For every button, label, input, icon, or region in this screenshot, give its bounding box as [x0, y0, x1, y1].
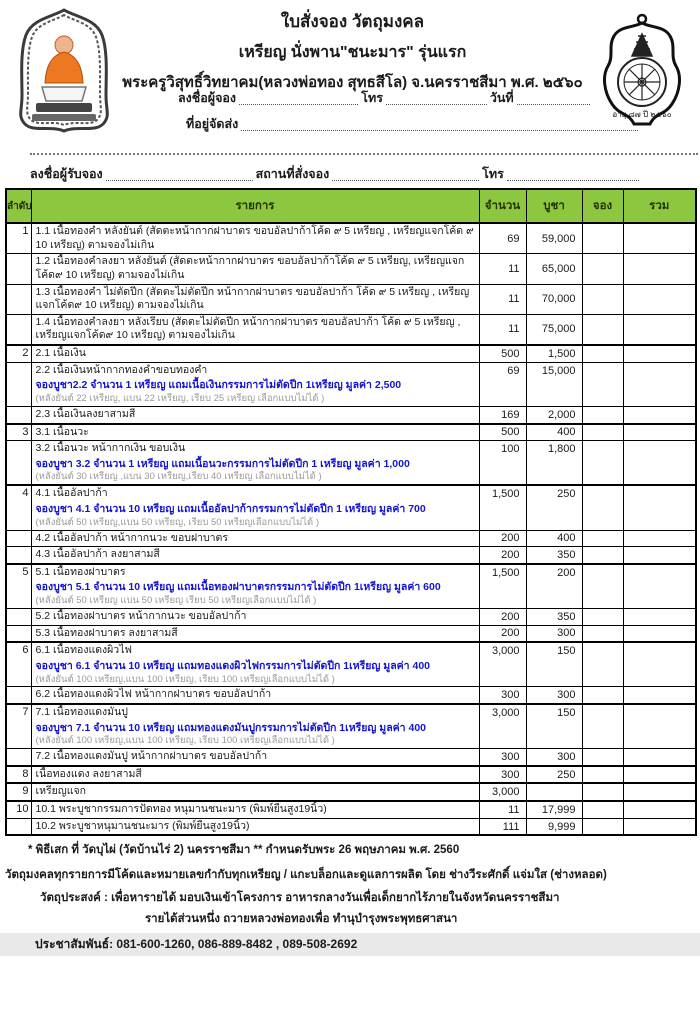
table-row [6, 749, 696, 766]
item-variant-note: (หลังยันต์ 50 เหรียญ,แบน 50 เหรียญ, เรียบ 50 เหรียญเลือกแบบไม่ได้ ) [35, 516, 319, 528]
item-cell [31, 223, 479, 254]
phone2-label: โทร [482, 167, 504, 181]
table-row [6, 254, 696, 284]
item-text: 4.1 เนื้ออัลปาก้า [35, 487, 108, 500]
item-text: 6.1 เนื้อทองแดงผิวไฟ [35, 644, 132, 657]
quantity-cell: 300 [479, 749, 526, 766]
order-table-body [6, 223, 696, 835]
quantity-cell: 500 [479, 345, 526, 362]
item-cell [31, 406, 479, 423]
item-text: 4.2 เนื้ออัลปาก้า หน้ากากนวะ ขอบฝาบาตร [35, 531, 229, 544]
item-cell [31, 485, 479, 530]
booking-cell [582, 704, 623, 749]
table-row [6, 314, 696, 345]
item-cell [31, 345, 479, 362]
footer-purpose-note: วัตถุประสงค์ : เพื่อหารายได้ มอบเงินเข้าโครงการ อาหารกลางวันเพื่อเด็กยากไร้ภายในจังหวัดนครราชสีมา [40, 892, 560, 905]
quantity-cell: 300 [479, 687, 526, 704]
total-cell [623, 766, 696, 784]
item-promo-note: จองบูชา 7.1 จำนวน 10 เหรียญ แถมทองแดงมันปูกรรมการไม่ตัดปีก 1เหรียญ มูลค่า 400 [35, 721, 427, 734]
booking-cell [582, 345, 623, 362]
row-number-cell [6, 818, 31, 835]
item-text: 7.1 เนื้อทองแดงมันปู [35, 706, 128, 719]
table-row [6, 547, 696, 564]
item-cell [31, 687, 479, 704]
item-text: 3.1 เนื้อนวะ [35, 425, 89, 438]
booking-cell [582, 564, 623, 609]
price-cell: 65,000 [526, 254, 582, 284]
table-row [6, 818, 696, 835]
price-cell: 200 [526, 564, 582, 609]
total-cell [623, 485, 696, 530]
total-cell [623, 345, 696, 362]
footer-production-note: วัตถุมงคลทุกรายการมีโค้ดและหมายเลขกำกับทุกเหรียญ / แกะบล็อกและดูแลการผลิต โดย ช่างวีระศักดิ์ แจ่มใส (ช่างหลอด) [5, 869, 607, 882]
col-header-total: รวม [623, 189, 696, 223]
table-row [6, 406, 696, 423]
table-row [6, 485, 696, 530]
total-cell [623, 547, 696, 564]
quantity-cell: 11 [479, 314, 526, 345]
row-number-cell [6, 625, 31, 642]
price-cell: 300 [526, 687, 582, 704]
total-cell [623, 704, 696, 749]
total-cell [623, 749, 696, 766]
booking-cell [582, 783, 623, 801]
quantity-cell: 200 [479, 547, 526, 564]
item-cell [31, 362, 479, 406]
row-number-cell: 8 [6, 766, 31, 784]
row-number-cell [6, 406, 31, 423]
total-cell [623, 530, 696, 547]
orderer-field [239, 93, 358, 105]
quantity-cell: 11 [479, 284, 526, 314]
place-label: สถานที่สั่งจอง [255, 167, 330, 181]
quantity-cell: 3,000 [479, 783, 526, 801]
footer-donation-note: รายได้ส่วนหนึ่ง ถวายหลวงพ่อทองเพื่อ ทำนุบำรุงพระพุทธศาสนา [145, 913, 458, 926]
item-text: 5.2 เนื้อทองฝาบาตร หน้ากากนวะ ขอบอัลปาก้า [35, 609, 247, 622]
receiver-label: ลงชื่อผู้รับจอง [30, 167, 103, 181]
total-cell [623, 564, 696, 609]
quantity-cell: 200 [479, 625, 526, 642]
price-cell [526, 783, 582, 801]
table-row [6, 766, 696, 784]
item-cell [31, 314, 479, 345]
item-cell [31, 818, 479, 835]
item-text: 3.2 เนื้อนวะ หน้ากากเงิน ขอบเงิน [35, 442, 186, 455]
page-title: ใบสั่งจอง วัตถุมงคล [280, 12, 425, 31]
quantity-cell: 1,500 [479, 564, 526, 609]
item-cell [31, 547, 479, 564]
total-cell [623, 223, 696, 254]
table-row [6, 284, 696, 314]
item-text: เหรียญแจก [35, 785, 87, 798]
total-cell [623, 687, 696, 704]
phone-label: โทร [361, 91, 383, 105]
item-cell [31, 441, 479, 486]
booking-cell [582, 547, 623, 564]
order-table [5, 188, 697, 836]
price-cell: 250 [526, 485, 582, 530]
row-number-cell: 4 [6, 485, 31, 530]
price-cell: 75,000 [526, 314, 582, 345]
table-row [6, 642, 696, 687]
price-cell: 350 [526, 547, 582, 564]
item-cell [31, 608, 479, 625]
col-header-item: รายการ [31, 189, 479, 223]
table-row [6, 801, 696, 818]
item-cell [31, 766, 479, 784]
price-cell: 1,500 [526, 345, 582, 362]
table-row [6, 441, 696, 486]
table-row [6, 625, 696, 642]
table-header-row [6, 189, 696, 223]
phone-field [386, 93, 487, 105]
table-row [6, 530, 696, 547]
price-cell: 17,999 [526, 801, 582, 818]
booking-cell [582, 424, 623, 441]
item-cell [31, 254, 479, 284]
price-cell: 350 [526, 608, 582, 625]
booking-cell [582, 362, 623, 406]
item-text: 10.2 พระบูชาหนุมานชนะมาร (พิมพ์ยืนสูง19นิ้ว) [35, 819, 250, 832]
quantity-cell: 11 [479, 801, 526, 818]
phone2-field [507, 169, 639, 181]
item-text: 1.3 เนื้อทองคำ ไม่ตัดปีก (สัดตะไม่ตัดปีก หน้ากากฝาบาตร ขอบอัลปาก้า โค้ด ๙ 5 เหรียญ , เหรียญแจกโค้ด๙ 10 เหรียญ) ตามจองไม่เกิน [35, 285, 470, 312]
quantity-cell: 200 [479, 530, 526, 547]
total-cell [623, 801, 696, 818]
item-text: 2.2 เนื้อเงินหน้ากากทองคำขอบทองคำ [35, 363, 208, 376]
page-subtitle-2: พระครูวิสุทธิ์วิทยาคม(หลวงพ่อทอง สุทธสีโล) จ.นครราชสีมา พ.ศ. ๒๕๖๐ [122, 74, 583, 91]
table-row [6, 424, 696, 441]
row-number-cell: 1 [6, 223, 31, 254]
price-cell: 70,000 [526, 284, 582, 314]
booking-cell [582, 749, 623, 766]
table-row [6, 345, 696, 362]
quantity-cell: 3,000 [479, 642, 526, 687]
row-number-cell [6, 362, 31, 406]
item-text: 5.3 เนื้อทองฝาบาตร ลงยาสามสี [35, 626, 178, 639]
row-number-cell [6, 687, 31, 704]
quantity-cell: 500 [479, 424, 526, 441]
item-cell [31, 625, 479, 642]
price-cell: 2,000 [526, 406, 582, 423]
item-variant-note: (หลังยันต์ 100 เหรียญ,แบน 100 เหรียญ, เรียบ 100 เหรียญเลือกแบบไม่ได้ ) [35, 735, 335, 747]
price-cell: 150 [526, 704, 582, 749]
quantity-cell: 300 [479, 766, 526, 784]
price-cell: 9,999 [526, 818, 582, 835]
booking-cell [582, 766, 623, 784]
item-promo-note: จองบูชา 5.1 จำนวน 10 เหรียญ แถมเนื้อทองฝาบาตรกรรมการไม่ตัดปีก 1เหรียญ มูลค่า 600 [35, 581, 441, 594]
item-text: 1.2 เนื้อทองคำลงยา หลังยันต์ (สัดตะหน้ากากฝาบาตร ขอบอัลปาก้าโค้ด ๙ 5 เหรียญ, เหรียญแจกโค้ด๙ 10 เหรียญ) ตามจองไม่เกิน [35, 255, 465, 281]
price-cell: 15,000 [526, 362, 582, 406]
quantity-cell: 11 [479, 254, 526, 284]
total-cell [623, 284, 696, 314]
row-number-cell: 3 [6, 424, 31, 441]
item-cell [31, 642, 479, 687]
form-footer [0, 841, 700, 956]
row-number-cell [6, 749, 31, 766]
quantity-cell: 169 [479, 406, 526, 423]
booking-cell [582, 818, 623, 835]
item-text: 10.1 พระบูชากรรมการปัดทอง หนุมานชนะมาร (พิมพ์ยืนสูง19นิ้ว) [35, 803, 327, 816]
total-cell [623, 642, 696, 687]
item-variant-note: (หลังยันต์ 22 เหรียญ, แบน 22 เหรียญ, เรียบ 25 เหรียญ เลือกแบบไม่ได้ ) [35, 393, 325, 405]
item-promo-note: จองบูชา2.2 จำนวน 1 เหรียญ แถมเนื้อเงินกรรมการไม่ตัดปีก 1เหรียญ มูลค่า 2,500 [35, 379, 402, 392]
item-variant-note: (หลังยันต์ 30 เหรียญ ,แบน 30 เหรียญ,เรียบ 40 เหรียญ เลือกแบบไม่ได้ ) [35, 471, 322, 483]
emblem-caption: อายุ ๘๗ ปี ๒๕๖๐ [612, 110, 672, 119]
booking-cell [582, 284, 623, 314]
address-label: ที่อยู่จัดส่ง [186, 117, 239, 131]
quantity-cell: 200 [479, 608, 526, 625]
receiver-field [106, 169, 253, 181]
date-field [517, 93, 590, 105]
booking-cell [582, 314, 623, 345]
row-number-cell [6, 441, 31, 486]
temple-monk-emblem-icon [12, 6, 117, 138]
item-promo-note: จองบูชา 6.1 จำนวน 10 เหรียญ แถมทองแดงผิวไฟกรรมการไม่ตัดปีก 1เหรียญ มูลค่า 400 [35, 659, 431, 672]
row-number-cell [6, 608, 31, 625]
total-cell [623, 424, 696, 441]
item-variant-note: (หลังยันต์ 50 เหรียญ แบน 50 เหรียญ เรียบ 50 เหรียญเลือกแบบไม่ได้ ) [35, 595, 317, 607]
booking-cell [582, 406, 623, 423]
quantity-cell: 69 [479, 362, 526, 406]
quantity-cell: 69 [479, 223, 526, 254]
item-cell [31, 749, 479, 766]
item-promo-note: จองบูชา 3.2 จำนวน 1 เหรียญ แถมเนื้อนวะกรรมการไม่ตัดปีก 1 เหรียญ มูลค่า 1,000 [35, 457, 410, 470]
row-number-cell: 5 [6, 564, 31, 609]
booking-cell [582, 441, 623, 486]
form-header [0, 0, 700, 188]
table-row [6, 564, 696, 609]
price-cell: 59,000 [526, 223, 582, 254]
booking-cell [582, 223, 623, 254]
booking-cell [582, 608, 623, 625]
row-number-cell [6, 530, 31, 547]
dotted-divider [30, 153, 698, 155]
price-cell: 150 [526, 642, 582, 687]
total-cell [623, 608, 696, 625]
item-cell [31, 424, 479, 441]
page-subtitle: เหรียญ นั่งพาน"ชนะมาร" รุ่นแรก [238, 44, 467, 61]
table-row [6, 362, 696, 406]
row-number-cell [6, 284, 31, 314]
item-cell [31, 530, 479, 547]
item-cell [31, 704, 479, 749]
col-header-book: จอง [582, 189, 623, 223]
quantity-cell: 111 [479, 818, 526, 835]
price-cell: 250 [526, 766, 582, 784]
row-number-cell: 2 [6, 345, 31, 362]
item-text: 1.1 เนื้อทองคำ หลังยันต์ (สัดตะหน้ากากฝาบาตร ขอบอัลปาก้าโค้ด ๙ 5 เหรียญ , เหรียญแจกโค้ด ๙ 10 เหรียญ) ตามจองไม่เกิน [35, 225, 474, 251]
item-text: 7.2 เนื้อทองแดงมันปู หน้ากากฝาบาตร ขอบอัลปาก้า [35, 750, 268, 763]
row-number-cell [6, 314, 31, 345]
row-number-cell: 6 [6, 642, 31, 687]
item-text: 6.2 เนื้อทองแดงผิวไฟ หน้ากากฝาบาตร ขอบอัลปาก้า [35, 688, 272, 701]
total-cell [623, 625, 696, 642]
footer-ceremony-note: * พิธีเสก ที่ วัดบุไผ่ (วัดบ้านไร่ 2) นครราชสีมา ** กำหนดรับพระ 26 พฤษภาคม พ.ศ. 2560 [28, 844, 460, 857]
orderer-label: ลงชื่อผู้จอง [178, 91, 237, 105]
total-cell [623, 406, 696, 423]
total-cell [623, 314, 696, 345]
booking-cell [582, 687, 623, 704]
col-header-no: ลำดับ [6, 189, 31, 223]
row-number-cell: 7 [6, 704, 31, 749]
item-cell [31, 801, 479, 818]
table-row [6, 704, 696, 749]
booking-cell [582, 625, 623, 642]
booking-cell [582, 530, 623, 547]
row-number-cell [6, 547, 31, 564]
col-header-qty: จำนวน [479, 189, 526, 223]
price-cell: 400 [526, 530, 582, 547]
total-cell [623, 441, 696, 486]
quantity-cell: 3,000 [479, 704, 526, 749]
address-field [241, 119, 638, 131]
booking-cell [582, 801, 623, 818]
item-text: 5.1 เนื้อทองฝาบาตร [35, 565, 126, 578]
col-header-price: บูชา [526, 189, 582, 223]
item-variant-note: (หลังยันต์ 100 เหรียญ,แบน 100 เหรียญ, เรียบ 100 เหรียญเลือกแบบไม่ได้ ) [35, 673, 335, 685]
orderer-line [178, 88, 593, 108]
total-cell [623, 362, 696, 406]
receiver-line [30, 164, 642, 184]
item-cell [31, 284, 479, 314]
address-line [186, 114, 641, 134]
total-cell [623, 818, 696, 835]
item-text: 2.1 เนื้อเงิน [35, 347, 86, 360]
item-cell [31, 783, 479, 801]
table-row [6, 223, 696, 254]
booking-cell [582, 254, 623, 284]
table-row [6, 783, 696, 801]
quantity-cell: 1,500 [479, 485, 526, 530]
row-number-cell [6, 254, 31, 284]
total-cell [623, 783, 696, 801]
item-cell [31, 564, 479, 609]
price-cell: 300 [526, 625, 582, 642]
booking-cell [582, 485, 623, 530]
price-cell: 400 [526, 424, 582, 441]
total-cell [623, 254, 696, 284]
item-text: 4.3 เนื้ออัลปาก้า ลงยาสามสี [35, 548, 160, 561]
row-number-cell: 9 [6, 783, 31, 801]
item-text: 2.3 เนื้อเงินลงยาสามสี [35, 407, 136, 420]
table-row [6, 687, 696, 704]
booking-cell [582, 642, 623, 687]
date-label: วันที่ [489, 91, 514, 105]
place-field [332, 169, 479, 181]
item-text: เนื้อทองแดง ลงยาสามสี [35, 767, 142, 780]
price-cell: 1,800 [526, 441, 582, 486]
quantity-cell: 100 [479, 441, 526, 486]
row-number-cell: 10 [6, 801, 31, 818]
item-text: 1.4 เนื้อทองคำลงยา หลังเรียบ (สัดตะไม่ตัดปีก หน้ากากฝาบาตร ขอบอัลปาก้า โค้ด ๙ 5 เหรียญ , เหรียญแจกโค้ด๙ 10 เหรียญ) ตามจองไม่เกิน [35, 315, 461, 342]
item-promo-note: จองบูชา 4.1 จำนวน 10 เหรียญ แถมเนื้ออัลปาก้ากรรมการไม่ตัดปีก 1 เหรียญ มูลค่า 700 [35, 503, 426, 515]
price-cell: 300 [526, 749, 582, 766]
table-row [6, 608, 696, 625]
footer-contact-phones: ประชาสัมพันธ์: 081-600-1260, 086-889-8482 , 089-508-2692 [0, 933, 700, 956]
